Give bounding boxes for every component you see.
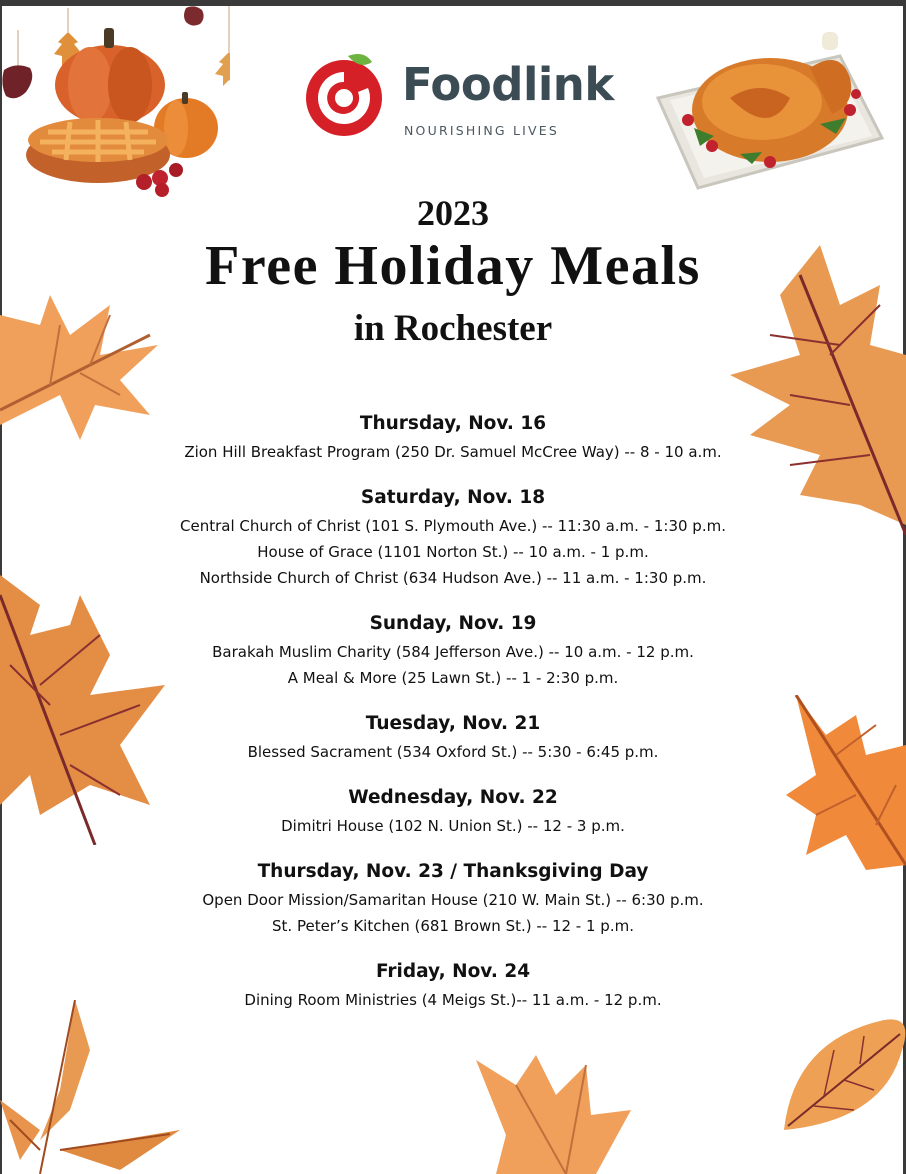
meal-schedule	[0, 409, 906, 1013]
schedule-day	[0, 957, 906, 1013]
meal-entry: Zion Hill Breakfast Program (250 Dr. Samuel McCree Way) -- 8 - 10 a.m.	[184, 443, 722, 461]
schedule-day	[0, 409, 906, 465]
meal-entry: Central Church of Christ (101 S. Plymouth Ave.) -- 11:30 a.m. - 1:30 p.m.	[180, 517, 726, 535]
page-year: 2023	[417, 193, 489, 233]
day-heading: Friday, Nov. 24	[375, 961, 531, 982]
day-heading: Wednesday, Nov. 22	[348, 787, 558, 808]
meal-entry: Northside Church of Christ (634 Hudson Ave.) -- 11 a.m. - 1:30 p.m.	[199, 569, 707, 587]
turkey-platter-icon	[650, 28, 890, 198]
foodlink-apple-icon	[304, 52, 386, 136]
schedule-day	[0, 783, 906, 839]
page-subtitle: in Rochester	[353, 308, 553, 349]
meal-entry: House of Grace (1101 Norton St.) -- 10 a.m. - 1 p.m.	[257, 543, 649, 561]
meal-entry: A Meal & More (25 Lawn St.) -- 1 - 2:30 p.m.	[287, 669, 619, 687]
day-heading: Saturday, Nov. 18	[360, 487, 546, 508]
autumn-leaf-icon	[784, 1010, 906, 1140]
schedule-day	[0, 709, 906, 765]
day-heading: Sunday, Nov. 19	[369, 613, 537, 634]
schedule-day	[0, 609, 906, 691]
pumpkin-pie-icon	[0, 0, 230, 200]
meal-entry: Dimitri House (102 N. Union St.) -- 12 - 3 p.m.	[281, 817, 625, 835]
schedule-day	[0, 857, 906, 939]
autumn-leaf-icon	[476, 1055, 636, 1174]
page-title: Free Holiday Meals	[205, 235, 701, 297]
meal-entry: St. Peter’s Kitchen (681 Brown St.) -- 12 - 1 p.m.	[272, 917, 634, 935]
meal-entry: Blessed Sacrament (534 Oxford St.) -- 5:30 - 6:45 p.m.	[247, 743, 659, 761]
autumn-leaf-icon	[0, 1000, 190, 1174]
meal-entry: Dining Room Ministries (4 Meigs St.)-- 11 a.m. - 12 p.m.	[244, 991, 662, 1009]
day-heading: Tuesday, Nov. 21	[365, 713, 541, 734]
schedule-day	[0, 483, 906, 591]
meal-entry: Barakah Muslim Charity (584 Jefferson Ave.) -- 10 a.m. - 12 p.m.	[212, 643, 694, 661]
foodlink-logo	[304, 52, 614, 142]
logo-tagline: NOURISHING LIVES	[404, 123, 559, 138]
day-heading: Thursday, Nov. 23 / Thanksgiving Day	[257, 861, 649, 882]
logo-name: Foodlink	[402, 58, 614, 111]
meal-entry: Open Door Mission/Samaritan House (210 W. Main St.) -- 6:30 p.m.	[202, 891, 704, 909]
day-heading: Thursday, Nov. 16	[359, 413, 547, 434]
